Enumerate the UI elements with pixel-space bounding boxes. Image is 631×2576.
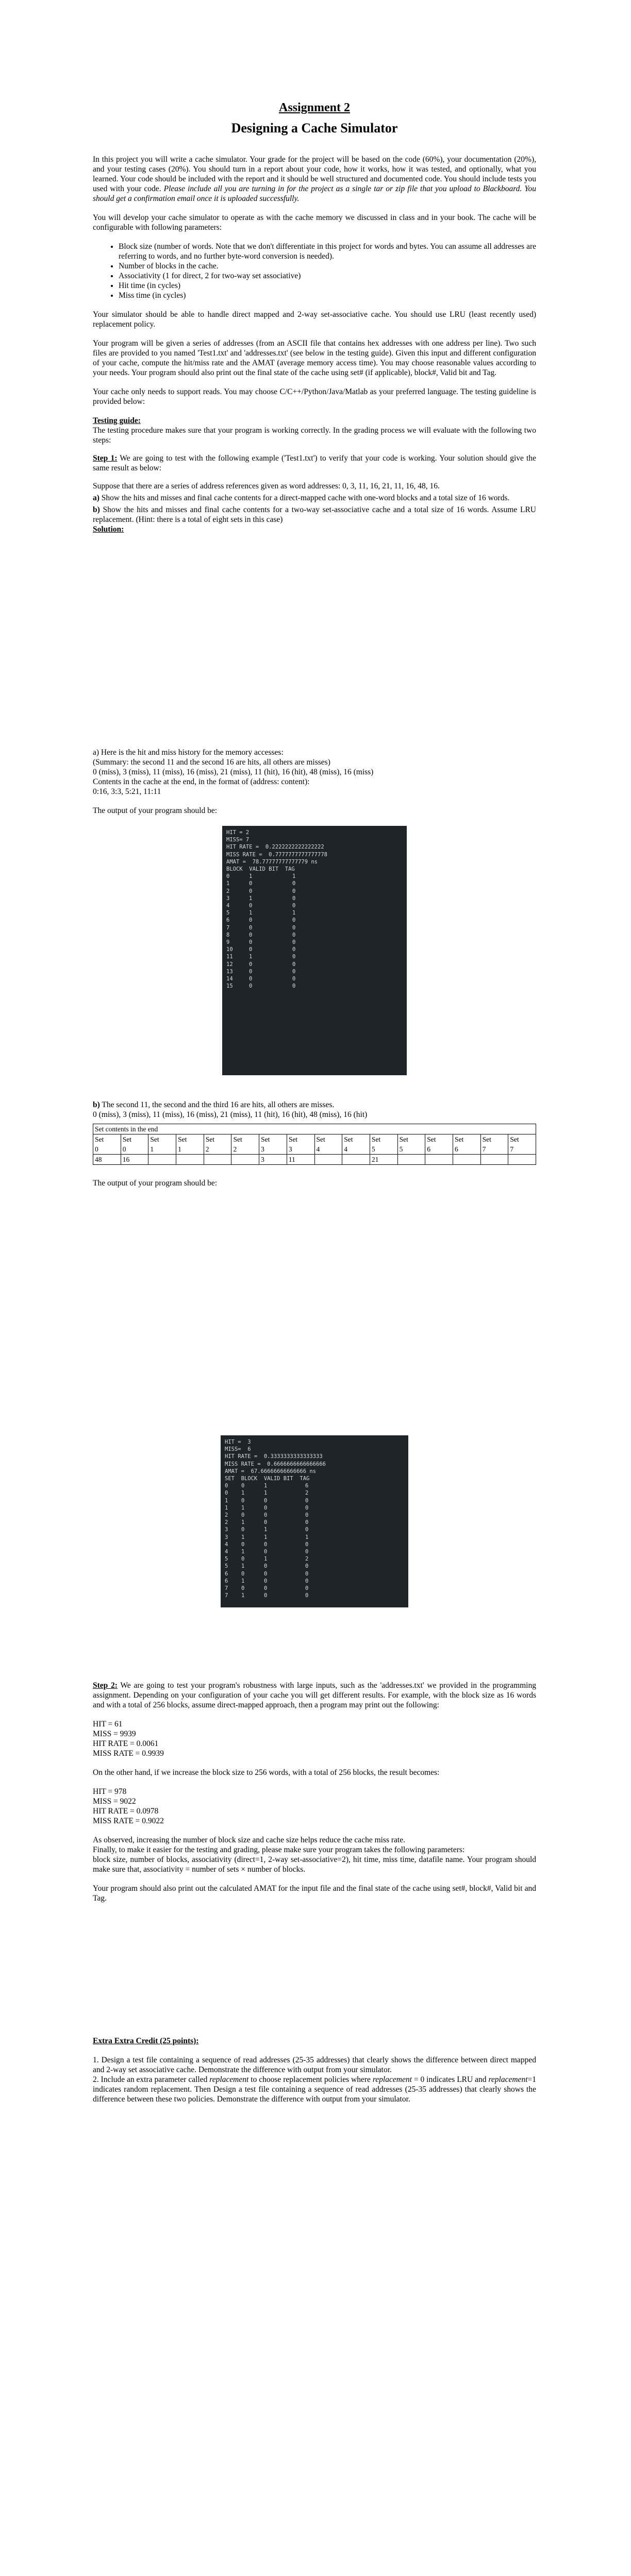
terminal-row <box>225 1526 404 1533</box>
terminal-line: HIT = 3 <box>225 1439 251 1445</box>
terminal-cell: 0 <box>249 931 253 938</box>
set-value-cell <box>508 1155 536 1165</box>
terminal-cell: 0 <box>249 946 253 953</box>
terminal-line: MISS= 6 <box>225 1446 251 1453</box>
terminal-cell: 0 <box>264 1570 268 1577</box>
terminal-cell: 4 <box>225 1541 228 1548</box>
other-hand-paragraph: On the other hand, if we increase the block size to 256 words, with a total of 256 blocks, the result becomes: <box>93 1768 440 1777</box>
terminal-row <box>226 902 403 909</box>
terminal-line: MISS= 7 <box>226 837 250 843</box>
set-value-cell: 11 <box>287 1155 314 1165</box>
list-item: • Block size (number of words. Note that we don't differentiate in this project for words and bytes. You can assume all addresses are referring to words, and no further byte-word conversion is needed). <box>119 242 536 261</box>
parameter-list <box>93 242 536 300</box>
terminal-row <box>226 909 403 917</box>
result-line: MISS = 9022 <box>93 1797 136 1806</box>
terminal-cell: 0 <box>292 888 296 894</box>
result-line: MISS RATE = 0.9939 <box>93 1749 164 1758</box>
step2-label: Step 2: <box>93 1681 118 1690</box>
terminal-cell: 0 <box>305 1563 309 1570</box>
set-header-cell: Set 0 <box>121 1134 148 1155</box>
terminal-cell: 6 <box>225 1570 228 1577</box>
terminal-cell: 0 <box>226 873 230 880</box>
step2-text: We are going to test your program's robustness with large inputs, such as the 'addresses.txt' we provided in the programming assignment. Depending on your configuration of your cache you will get different results. For example, with the block size as 16 words and with a total of 256 blocks, assume direct-mapped approach, then a program may print out the following: <box>93 1681 536 1709</box>
terminal-cell: 14 <box>226 976 233 982</box>
terminal-row <box>226 888 403 895</box>
terminal-cell: 0 <box>264 1504 268 1511</box>
set-contents-caption: Set contents in the end <box>93 1124 536 1134</box>
solution-b-line: 0 (miss), 3 (miss), 11 (miss), 16 (miss), 21 (miss), 11 (hit), 16 (hit), 48 (miss), 16 (hit) <box>93 1110 368 1119</box>
extra-credit-item-1: 1. Design a test file containing a sequence of read addresses (25-35 addresses) that clearly shows the difference between direct mapped and 2-way set associative cache. Demonstrate the difference with output from your simulator. <box>93 2056 536 2074</box>
terminal-cell: 2 <box>225 1512 228 1519</box>
set-header-cell: Set 1 <box>148 1134 176 1155</box>
terminal-cell: 0 <box>241 1570 245 1577</box>
terminal-cell: 11 <box>226 954 233 960</box>
terminal-output-direct-mapped <box>222 826 407 1075</box>
set-contents-table <box>93 1124 536 1165</box>
terminal-cell: 0 <box>264 1541 268 1548</box>
observation-line: Finally, to make it easier for the testing and grading, please make sure your program takes the following parameters: <box>93 1845 465 1854</box>
terminal-cell: 8 <box>226 931 230 938</box>
set-header-cell: Set 6 <box>453 1134 480 1155</box>
set-header-cell: Set 4 <box>314 1134 342 1155</box>
terminal-cell: 3 <box>225 1527 228 1533</box>
terminal-cell: 4 <box>225 1549 228 1555</box>
table-row <box>93 1134 536 1155</box>
set-header-cell: Set 7 <box>480 1134 508 1155</box>
terminal-line: MISS RATE = 0.7777777777777778 <box>226 851 327 858</box>
terminal-cell: 1 <box>305 1534 309 1540</box>
terminal-cell: 0 <box>305 1504 309 1511</box>
terminal-cell: 1 <box>292 873 296 880</box>
document-page <box>93 103 536 2104</box>
set-value-cell <box>425 1155 453 1165</box>
set-value-cell <box>176 1155 204 1165</box>
terminal-row <box>225 1512 404 1519</box>
testing-guide <box>93 416 536 445</box>
set-header-cell: Set 2 <box>204 1134 231 1155</box>
terminal-line: HIT = 2 <box>226 829 250 836</box>
terminal-cell: 0 <box>292 954 296 960</box>
terminal-cell: 0 <box>292 976 296 982</box>
terminal-cell: 1 <box>264 1527 268 1533</box>
extra-2-text: = 0 indicates LRU and <box>411 2075 489 2084</box>
set-value-cell <box>231 1155 259 1165</box>
terminal-cell: 0 <box>292 968 296 975</box>
question-b-text: Show the hits and misses and final cache contents for a two-way set-associative cache and a total size of 16 words. Assume LRU replacement. (Hint: there is a total of eight sets in this case) <box>93 505 536 524</box>
set-value-cell <box>453 1155 480 1165</box>
solution-label: Solution: <box>93 525 124 534</box>
terminal-cell: 2 <box>225 1519 228 1526</box>
terminal-row <box>225 1555 404 1563</box>
suppose-paragraph: Suppose that there are a series of address references given as word addresses: 0, 3, 11, 16, 21, 11, 16, 48, 16. <box>93 482 440 490</box>
set-header-cell: Set 2 <box>231 1134 259 1155</box>
extra-credit-block <box>93 2055 536 2104</box>
terminal-cell: 13 <box>226 968 233 975</box>
terminal-cell: 1 <box>225 1497 228 1504</box>
terminal-row <box>225 1482 404 1489</box>
extra-2-param: replacement <box>372 2075 412 2084</box>
solution-b-label: b) <box>93 1100 100 1109</box>
terminal-cell: 1 <box>264 1483 268 1489</box>
question-a-label: a) <box>93 494 99 502</box>
terminal-cell: 0 <box>292 903 296 909</box>
terminal-row <box>225 1563 404 1570</box>
set-header-cell: Set 3 <box>287 1134 314 1155</box>
terminal-cell: 1 <box>241 1519 245 1526</box>
terminal-row <box>225 1489 404 1497</box>
terminal-row <box>225 1504 404 1512</box>
terminal-cell: 0 <box>225 1490 228 1497</box>
assignment-subtitle: Designing a Cache Simulator <box>231 121 398 135</box>
terminal-cell: 0 <box>305 1497 309 1504</box>
result-line: HIT = 978 <box>93 1787 127 1796</box>
question-b <box>93 505 536 524</box>
step1-paragraph <box>93 453 536 473</box>
terminal-cell: 0 <box>305 1541 309 1548</box>
terminal-cell: 9 <box>226 939 230 946</box>
terminal-cell: 1 <box>292 910 296 917</box>
terminal-cell: 0 <box>292 939 296 946</box>
set-value-cell: 21 <box>370 1155 397 1165</box>
solution-b-line <box>93 1100 536 1110</box>
terminal-row <box>226 968 403 975</box>
intro-paragraph-4: Your program will be given a series of addresses (from an ASCII file that contains hex addresses with one address per line). Two such files are provided to you named 'Test1.txt' and 'addresses.txt' (see below in the testing guide). Given this input and different configuration of your cache, compute the hit/miss rate and the AMAT (average memory access time). You may choose reasonable values according to your needs. Your program should also print out the final state of the cache using set# (if applicable), block#, Valid bit and Tag. <box>93 339 536 377</box>
solution-a <box>93 748 536 796</box>
terminal-cell: 0 <box>305 1578 309 1584</box>
terminal-row <box>226 895 403 902</box>
step1-text: We are going to test with the following example ('Test1.txt') to verify that your code is working. Your solution should give the same result as below: <box>93 454 536 472</box>
terminal-row <box>226 873 403 880</box>
set-value-cell <box>342 1155 370 1165</box>
intro-paragraph-2: You will develop your cache simulator to operate as with the cache memory we discussed in class and in your book. The cache will be configurable with following parameters: <box>93 213 536 232</box>
terminal-line: AMAT = 67.66666666666666 ns <box>225 1468 317 1475</box>
terminal-cell: 1 <box>264 1556 268 1563</box>
terminal-row <box>226 917 403 924</box>
step1-label: Step 1: <box>93 454 118 463</box>
terminal-cell: 0 <box>249 880 253 887</box>
set-value-cell <box>314 1155 342 1165</box>
set-header-cell: Set 7 <box>508 1134 536 1155</box>
terminal-output-two-way <box>221 1435 408 1607</box>
terminal-cell: 1 <box>226 880 230 887</box>
terminal-cell: 0 <box>241 1497 245 1504</box>
set-header-cell: Set 5 <box>397 1134 425 1155</box>
terminal-row <box>226 975 403 982</box>
terminal-cell: 0 <box>249 888 253 894</box>
solution-a-line: 0 (miss), 3 (miss), 11 (miss), 16 (miss), 21 (miss), 11 (hit), 16 (hit), 48 (miss), 16 (miss) <box>93 768 374 776</box>
intro-text-1: In this project you will write a cache simulator. Your grade for the project will be based on the code (60%), your documentation (20%), and your testing cases (20%). You should turn in a report about your code, how it works, how it was tested, and optionally, what you learned. Your code should be included with the report and it should be well structured and documented code. You should include tests you used with your code. <box>93 155 536 193</box>
terminal-row <box>225 1541 404 1548</box>
terminal-cell: 2 <box>226 888 230 894</box>
terminal-cell: 7 <box>225 1592 228 1599</box>
terminal-row <box>226 924 403 931</box>
testing-guide-text: The testing procedure makes sure that your program is working correctly. In the grading process we will evaluate with the following two steps: <box>93 426 536 445</box>
terminal-cell: 2 <box>305 1556 309 1563</box>
terminal-row <box>225 1519 404 1526</box>
output-label-b: The output of your program should be: <box>93 1179 218 1188</box>
terminal-cell: 3 <box>225 1534 228 1540</box>
set-header-cell: Set 4 <box>342 1134 370 1155</box>
set-header-cell: Set 3 <box>259 1134 287 1155</box>
extra-credit-item-2 <box>93 2075 536 2104</box>
extra-2-text: =1 indicates random replacement. Then Design a test file containing a sequence of read addresses (25-35 addresses) that clearly shows the difference between these two policies. Demonstrate the difference with output from your simulator. <box>93 2075 537 2104</box>
terminal-row <box>226 939 403 946</box>
terminal-cell: 10 <box>226 946 233 953</box>
terminal-cell: 0 <box>241 1527 245 1533</box>
extra-credit-heading: Extra Extra Credit (25 points): <box>93 2037 199 2045</box>
list-item: • Miss time (in cycles) <box>119 291 536 300</box>
terminal-row <box>225 1570 404 1578</box>
terminal-row <box>226 880 403 887</box>
terminal-cell: 0 <box>264 1497 268 1504</box>
question-a-text: Show the hits and misses and final cache contents for a direct-mapped cache with one-word blocks and a total size of 16 words. <box>99 494 510 502</box>
terminal-row <box>226 982 403 990</box>
step2-paragraph <box>93 1681 536 1710</box>
terminal-cell: 0 <box>305 1527 309 1533</box>
list-item: • Associativity (1 for direct, 2 for two-way set associative) <box>119 271 536 281</box>
solution-a-line: 0:16, 3:3, 5:21, 11:11 <box>93 787 161 796</box>
table-row <box>93 1155 536 1165</box>
result-line: MISS RATE = 0.9022 <box>93 1817 164 1825</box>
terminal-cell: 0 <box>292 924 296 931</box>
terminal-line: SET BLOCK VALID BIT TAG <box>225 1476 310 1482</box>
terminal-cell: 0 <box>241 1556 245 1563</box>
result-line: HIT = 61 <box>93 1720 123 1728</box>
terminal-cell: 0 <box>305 1549 309 1555</box>
observation-block <box>93 1835 536 1874</box>
result-block-2 <box>93 1787 536 1826</box>
amat-note: Your program should also print out the calculated AMAT for the input file and the final state of the cache using set#, block#, Valid bit and Tag. <box>93 1884 536 1903</box>
testing-guide-heading: Testing guide: <box>93 416 141 425</box>
terminal-row <box>226 961 403 968</box>
set-header-cell: Set 0 <box>93 1134 121 1155</box>
terminal-cell: 0 <box>264 1563 268 1570</box>
set-value-cell <box>397 1155 425 1165</box>
terminal-cell: 0 <box>264 1519 268 1526</box>
terminal-cell: 1 <box>249 895 253 902</box>
terminal-cell: 0 <box>249 924 253 931</box>
terminal-row <box>225 1592 404 1599</box>
terminal-cell: 0 <box>249 903 253 909</box>
terminal-row <box>226 946 403 953</box>
terminal-cell: 0 <box>292 946 296 953</box>
result-line: HIT RATE = 0.0978 <box>93 1807 159 1816</box>
terminal-cell: 12 <box>226 961 233 968</box>
terminal-line: AMAT = 78.77777777777779 ns <box>226 858 318 865</box>
terminal-cell: 0 <box>305 1592 309 1599</box>
output-label-a: The output of your program should be: <box>93 806 218 815</box>
solution-b <box>93 1100 536 1120</box>
terminal-cell: 6 <box>305 1483 309 1489</box>
terminal-cell: 1 <box>249 873 253 880</box>
terminal-cell: 5 <box>226 910 230 917</box>
terminal-cell: 0 <box>264 1549 268 1555</box>
set-value-cell <box>204 1155 231 1165</box>
terminal-cell: 6 <box>225 1578 228 1584</box>
set-header-cell: Set 1 <box>176 1134 204 1155</box>
terminal-cell: 0 <box>264 1585 268 1592</box>
terminal-cell: 0 <box>305 1570 309 1577</box>
terminal-line: HIT RATE = 0.3333333333333333 <box>225 1453 323 1460</box>
question-b-label: b) <box>93 505 100 514</box>
terminal-cell: 0 <box>292 931 296 938</box>
extra-2-text: 2. Include an extra parameter called <box>93 2075 210 2084</box>
terminal-cell: 1 <box>241 1578 245 1584</box>
solution-b-text: The second 11, the second and the third 16 are hits, all others are misses. <box>99 1100 335 1109</box>
result-line: MISS = 9939 <box>93 1730 136 1738</box>
terminal-cell: 1 <box>241 1504 245 1511</box>
terminal-cell: 3 <box>226 895 230 902</box>
intro-paragraph-5: Your cache only needs to support reads. You may choose C/C++/Python/Java/Matlab as your preferred language. The testing guideline is provided below: <box>93 387 536 406</box>
terminal-cell: 0 <box>305 1585 309 1592</box>
terminal-row <box>226 931 403 939</box>
terminal-cell: 0 <box>305 1512 309 1519</box>
extra-2-param: replacement <box>488 2075 528 2084</box>
terminal-cell: 0 <box>264 1512 268 1519</box>
terminal-cell: 0 <box>241 1541 245 1548</box>
set-value-cell: 16 <box>121 1155 148 1165</box>
terminal-cell: 0 <box>305 1519 309 1526</box>
terminal-cell: 1 <box>241 1490 245 1497</box>
set-value-cell: 3 <box>259 1155 287 1165</box>
set-value-cell: 48 <box>93 1155 121 1165</box>
terminal-cell: 0 <box>292 961 296 968</box>
observation-line: As observed, increasing the number of block size and cache size helps reduce the cache miss rate. <box>93 1836 405 1844</box>
terminal-cell: 0 <box>249 968 253 975</box>
terminal-cell: 0 <box>292 983 296 990</box>
terminal-cell: 1 <box>249 954 253 960</box>
terminal-cell: 1 <box>264 1534 268 1540</box>
question-a <box>93 493 536 503</box>
result-line: HIT RATE = 0.0061 <box>93 1739 159 1748</box>
terminal-cell: 15 <box>226 983 233 990</box>
solution-a-line: Contents in the cache at the end, in the format of (address: content): <box>93 777 310 786</box>
terminal-cell: 6 <box>226 917 230 924</box>
set-header-cell: Set 6 <box>425 1134 453 1155</box>
terminal-cell: 0 <box>292 895 296 902</box>
terminal-cell: 1 <box>241 1549 245 1555</box>
terminal-row <box>225 1534 404 1541</box>
terminal-cell: 4 <box>226 903 230 909</box>
terminal-row <box>225 1585 404 1592</box>
extra-2-param: replacement <box>209 2075 249 2084</box>
set-value-cell <box>148 1155 176 1165</box>
solution-a-line: (Summary: the second 11 and the second 16 are hits, all others are misses) <box>93 758 330 767</box>
terminal-cell: 1 <box>225 1504 228 1511</box>
terminal-cell: 0 <box>292 917 296 924</box>
intro-paragraph-1 <box>93 155 536 204</box>
terminal-row <box>225 1578 404 1585</box>
terminal-cell: 0 <box>241 1483 245 1489</box>
terminal-cell: 5 <box>225 1556 228 1563</box>
list-item: • Number of blocks in the cache. <box>119 261 536 271</box>
observation-line: block size, number of blocks, associativity (direct=1, 2-way set-associative=2), hit time, miss time, datafile name. Your program should make sure that, associativity = number of sets × number of blocks. <box>93 1855 536 1874</box>
terminal-cell: 0 <box>249 961 253 968</box>
terminal-cell: 7 <box>226 924 230 931</box>
terminal-cell: 0 <box>225 1483 228 1489</box>
terminal-cell: 0 <box>249 939 253 946</box>
result-block-1 <box>93 1719 536 1758</box>
terminal-cell: 0 <box>241 1512 245 1519</box>
set-header-cell: Set 5 <box>370 1134 397 1155</box>
terminal-cell: 1 <box>264 1490 268 1497</box>
terminal-cell: 0 <box>249 917 253 924</box>
terminal-cell: 0 <box>241 1585 245 1592</box>
assignment-title: Assignment 2 <box>278 101 350 114</box>
list-item: • Hit time (in cycles) <box>119 281 536 291</box>
terminal-line: HIT RATE = 0.2222222222222222 <box>226 844 324 851</box>
terminal-cell: 0 <box>249 976 253 982</box>
terminal-cell: 5 <box>225 1563 228 1570</box>
terminal-cell: 1 <box>241 1563 245 1570</box>
terminal-cell: 0 <box>264 1578 268 1584</box>
intro-paragraph-3: Your simulator should be able to handle direct mapped and 2-way set-associative cache. You should use LRU (least recently used) replacement policy. <box>93 310 536 329</box>
submission-note: Please include all you are turning in for the project as a single tar or zip file that you upload to Blackboard. You should get a confirmation email once it is uploaded successfully. <box>93 184 537 203</box>
blank-space <box>93 534 536 748</box>
terminal-cell: 1 <box>241 1592 245 1599</box>
terminal-cell: 1 <box>249 910 253 917</box>
terminal-cell: 0 <box>249 983 253 990</box>
terminal-line: BLOCK VALID BIT TAG <box>226 866 295 873</box>
terminal-cell: 7 <box>225 1585 228 1592</box>
terminal-row <box>225 1497 404 1504</box>
terminal-cell: 1 <box>241 1534 245 1540</box>
terminal-cell: 0 <box>292 880 296 887</box>
terminal-row <box>225 1548 404 1555</box>
set-value-cell <box>480 1155 508 1165</box>
solution-a-line: a) Here is the hit and miss history for the memory accesses: <box>93 748 284 757</box>
terminal-cell: 0 <box>264 1592 268 1599</box>
terminal-line: MISS RATE = 0.6666666666666666 <box>225 1461 326 1467</box>
terminal-cell: 2 <box>305 1490 309 1497</box>
terminal-row <box>226 953 403 960</box>
extra-2-text: to choose replacement policies where <box>248 2075 373 2084</box>
